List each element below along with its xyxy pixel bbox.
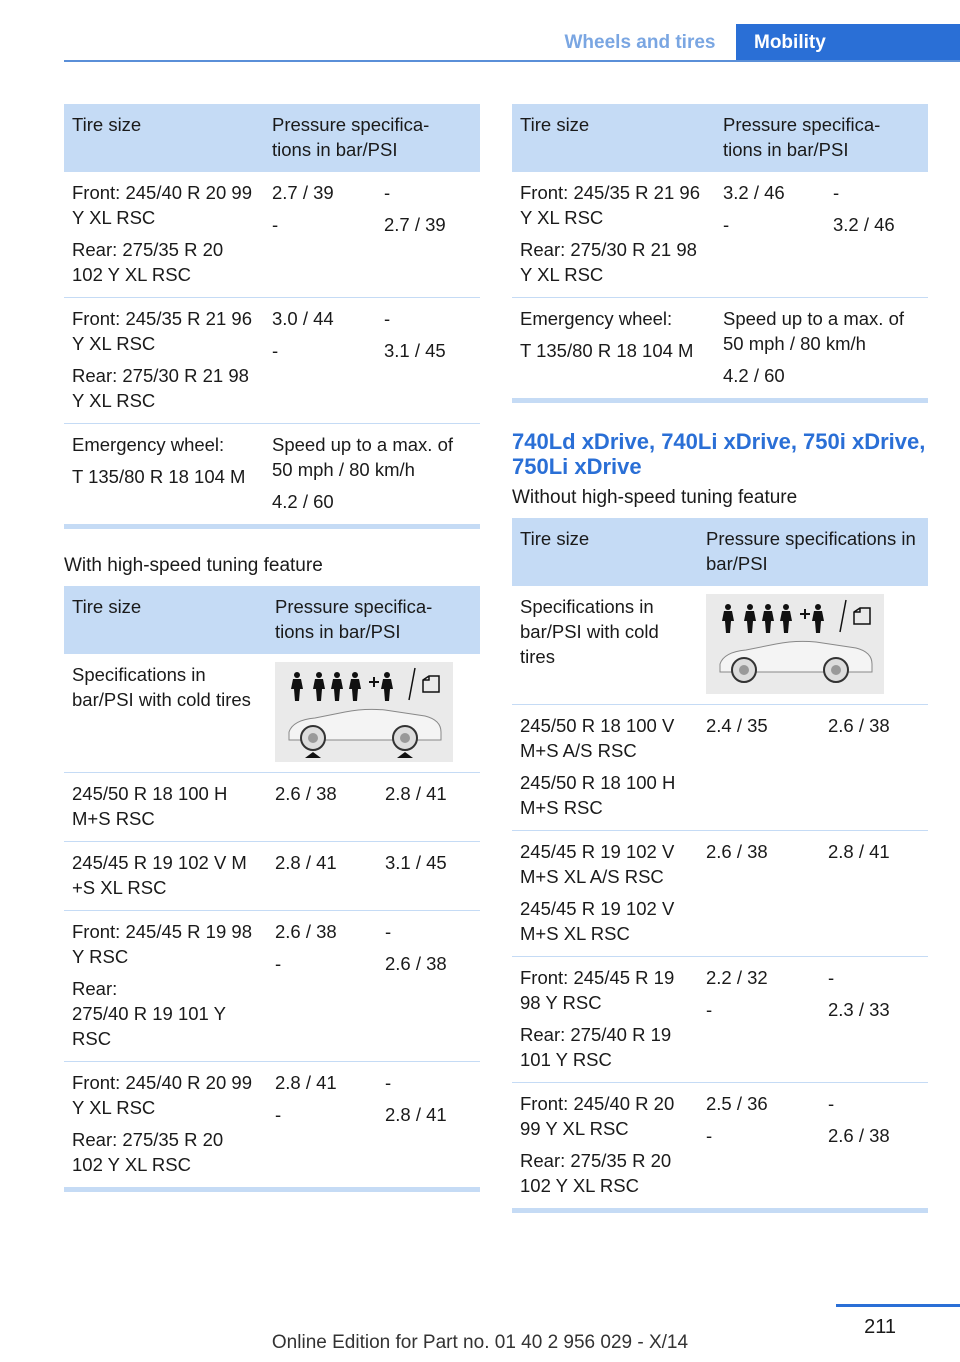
table-row	[64, 654, 480, 773]
pressure-cell: 2.8 / 41	[820, 831, 928, 957]
pressure-cell: 2.8 / 41 -	[275, 1072, 337, 1125]
tire-size-cell: Front: 245/40 R 20 99 Y XL RSC Rear: 275/35 R 20 102 Y XL RSC	[520, 1093, 675, 1196]
pressure-cell: 3.0 / 44 -	[264, 298, 376, 424]
header-chapter-tab: Mobility	[736, 24, 960, 60]
table-row	[64, 842, 480, 911]
header-tire-size: Tire size	[512, 518, 698, 586]
header-pressure: Pressure specifica- tions in bar/PSI	[264, 104, 480, 172]
emergency-note-cell: Speed up to a max. of 50 mph / 80 km/h 4.2 / 60	[723, 308, 905, 386]
table-row	[512, 705, 928, 831]
header-section-title: Wheels and tires	[564, 32, 716, 53]
tire-size-cell: Front: 245/40 R 20 99 Y XL RSC Rear: 275/35 R 20 102 Y XL RSC	[72, 1072, 252, 1175]
pressure-cell: 3.2 / 46 -	[715, 172, 825, 298]
pressure-cell: 2.4 / 35	[698, 705, 820, 831]
header-pressure: Pressure specifications in bar/PSI	[698, 518, 928, 586]
emergency-note-cell: Speed up to a max. of 50 mph / 80 km/h 4.2 / 60	[272, 434, 454, 512]
header-tire-size: Tire size	[512, 104, 715, 172]
table-row	[64, 298, 480, 424]
table-end-rule	[64, 524, 480, 529]
tire-size-cell: Emergency wheel: T 135/80 R 18 104 M	[520, 308, 694, 361]
table-row	[512, 586, 928, 705]
vehicle-load-diagram-icon	[706, 594, 884, 694]
tire-pressure-table-right-1	[512, 104, 928, 398]
pressure-cell: 2.6 / 38	[267, 773, 377, 842]
page-number: 211	[864, 1316, 896, 1338]
load-diagram-cell	[267, 654, 480, 773]
pressure-cell: 2.6 / 38	[820, 705, 928, 831]
pressure-cell: 2.6 / 38	[698, 831, 820, 957]
pressure-cell: - 2.6 / 38	[377, 911, 480, 1062]
tire-size-cell: Front: 245/35 R 21 96 Y XL RSC Rear: 275/30 R 21 98 Y XL RSC	[512, 172, 715, 298]
spec-label-cell: Specifications in bar/PSI with cold tires	[64, 654, 267, 773]
table-row	[64, 1062, 480, 1188]
pressure-cell: 2.5 / 36 -	[706, 1093, 768, 1146]
tire-size-cell: 245/50 R 18 100 H M+S RSC	[64, 773, 267, 842]
pressure-cell: - 2.8 / 41	[385, 1072, 447, 1125]
pressure-cell: - 2.7 / 39	[376, 172, 480, 298]
table-row	[64, 424, 480, 525]
table-end-rule	[64, 1187, 480, 1192]
tire-size-cell: Front: 245/40 R 20 99 Y XL RSC Rear: 275/35 R 20 102 Y XL RSC	[64, 172, 264, 298]
table-row	[512, 831, 928, 957]
header-rule	[64, 60, 960, 62]
left-column	[64, 104, 480, 1192]
tire-size-cell: Emergency wheel: T 135/80 R 18 104 M	[72, 434, 246, 487]
tire-size-cell: 245/45 R 19 102 V M +S XL RSC	[64, 842, 267, 911]
header-pressure: Pressure specifica- tions in bar/PSI	[715, 104, 928, 172]
pressure-cell: 2.6 / 38 -	[267, 911, 377, 1062]
table-row	[512, 1083, 928, 1209]
tire-pressure-table-left-2	[64, 586, 480, 1187]
pressure-cell: - 2.3 / 33	[820, 957, 928, 1083]
header-pressure: Pressure specifica- tions in bar/PSI	[267, 586, 480, 654]
pressure-cell: 2.8 / 41	[377, 773, 480, 842]
load-diagram-cell	[698, 586, 928, 705]
table-row	[64, 773, 480, 842]
tire-size-cell: Front: 245/45 R 19 98 Y RSC Rear: 275/40 R 19 101 Y RSC	[64, 911, 267, 1062]
vehicle-load-diagram-icon	[275, 662, 453, 762]
table-end-rule	[512, 398, 928, 403]
table-row	[64, 172, 480, 298]
tire-size-cell: Front: 245/35 R 21 96 Y XL RSC Rear: 275/30 R 21 98 Y XL RSC	[64, 298, 264, 424]
table-row	[64, 911, 480, 1062]
pressure-cell: - 2.6 / 38	[828, 1093, 890, 1146]
pressure-cell: 2.2 / 32 -	[698, 957, 820, 1083]
table-row	[512, 298, 928, 399]
header-tire-size: Tire size	[64, 104, 264, 172]
table-end-rule	[512, 1208, 928, 1213]
pressure-cell: 2.8 / 41	[267, 842, 377, 911]
footer-edition-text: Online Edition for Part no. 01 40 2 956 029 - X/14	[271, 1332, 689, 1353]
tire-size-cell: 245/50 R 18 100 V M+S A/S RSC 245/50 R 18 100 H M+S RSC	[512, 705, 698, 831]
table-caption: Without high-speed tuning feature	[512, 487, 798, 508]
pressure-cell: 2.7 / 39 -	[264, 172, 376, 298]
pressure-cell: - 3.1 / 45	[376, 298, 480, 424]
table-caption: With high-speed tuning feature	[64, 555, 323, 576]
spec-label-cell: Specifications in bar/PSI with cold tires	[512, 586, 698, 705]
table-row	[512, 957, 928, 1083]
footer-rule	[836, 1304, 960, 1307]
tire-size-cell: 245/45 R 19 102 V M+S XL A/S RSC 245/45 R 19 102 V M+S XL RSC	[512, 831, 698, 957]
pressure-cell: - 3.2 / 46	[825, 172, 928, 298]
tire-size-cell: Front: 245/45 R 19 98 Y RSC Rear: 275/40 R 19 101 Y RSC	[512, 957, 698, 1083]
pressure-cell: 3.1 / 45	[377, 842, 480, 911]
tire-pressure-table-left-1	[64, 104, 480, 524]
tire-pressure-table-right-2	[512, 518, 928, 1208]
table-row	[512, 172, 928, 298]
right-column	[512, 104, 928, 1213]
header-tire-size: Tire size	[64, 586, 267, 654]
model-section-title: 740Ld xDrive, 740Li xDrive, 750i xDrive, 750Li xDrive	[512, 429, 926, 479]
